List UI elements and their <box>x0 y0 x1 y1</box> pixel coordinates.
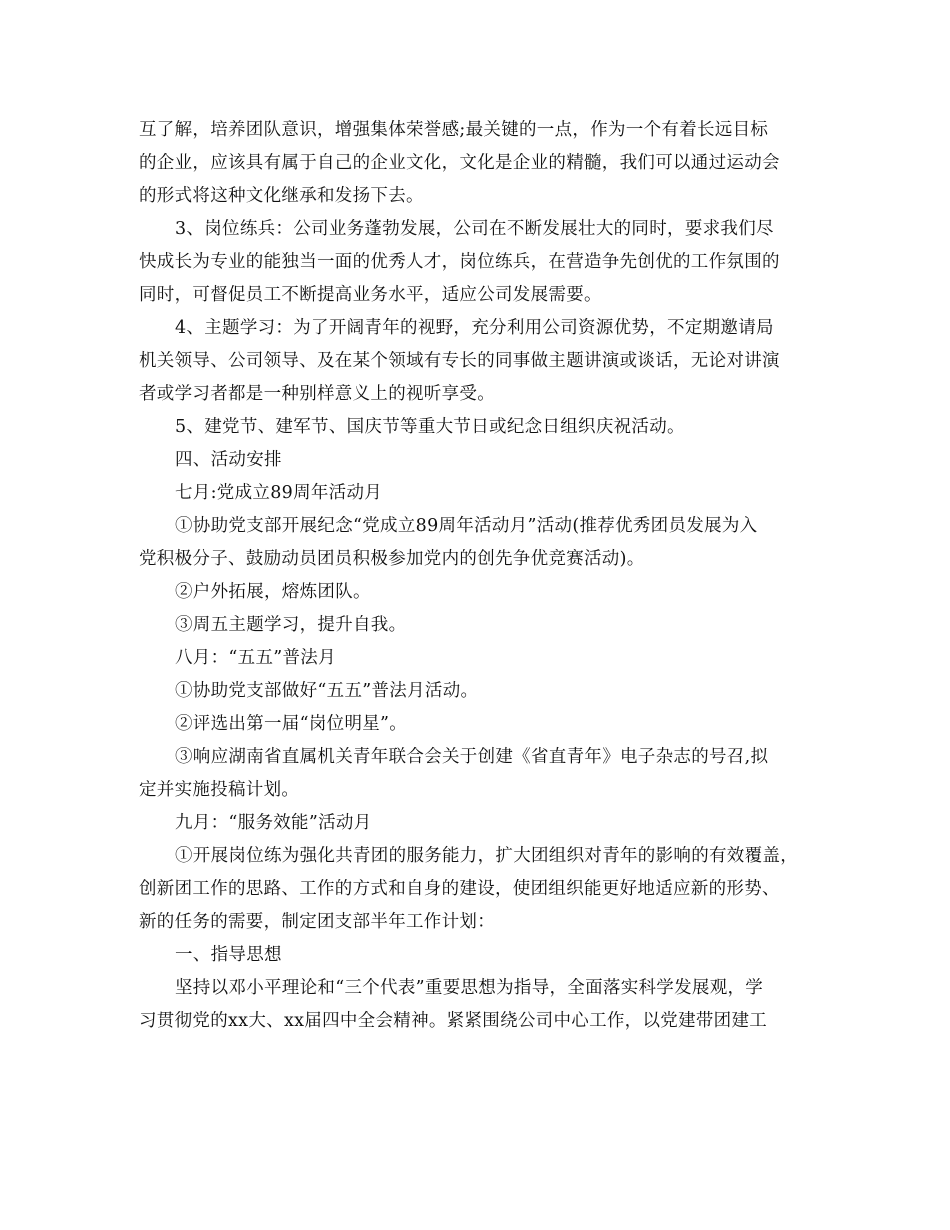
body-text-line: ②户外拓展，熔炼团队。 <box>175 582 371 602</box>
body-text-line: 定并实施投稿计划。 <box>139 780 300 800</box>
body-text-line: 的企业，应该具有属于自己的企业文化，文化是企业的精髓，我们可以通过运动会 <box>139 153 780 173</box>
body-text-line: ①协助党支部开展纪念“党成立89周年活动月”活动(推荐优秀团员发展为入 <box>175 516 758 536</box>
body-text-line: 互了解，培养团队意识，增强集体荣誉感;最关键的一点，作为一个有着长远目标 <box>139 120 769 140</box>
body-text-line: 习贯彻党的xx大、xx届四中全会精神。紧紧围绕公司中心工作，以党建带团建工 <box>139 1011 768 1031</box>
section-heading: 一、指导思想 <box>175 945 282 965</box>
body-text-line: 者或学习者都是一种别样意义上的视听享受。 <box>139 384 495 404</box>
body-text-line: 的形式将这种文化继承和发扬下去。 <box>139 186 424 206</box>
month-heading: 七月:党成立89周年活动月 <box>175 483 383 503</box>
body-text-line: 坚持以邓小平理论和“三个代表”重要思想为指导，全面落实科学发展观，学 <box>175 978 764 998</box>
body-text-line: 快成长为专业的能独当一面的优秀人才，岗位练兵，在营造争先创优的工作氛围的 <box>139 252 780 272</box>
body-text-line: 4、主题学习：为了开阔青年的视野，充分利用公司资源优势，不定期邀请局 <box>175 318 774 338</box>
body-text-line: ②评选出第一届“岗位明星”。 <box>175 714 408 734</box>
section-heading: 四、活动安排 <box>175 450 282 470</box>
month-heading: 九月：“服务效能”活动月 <box>175 813 372 833</box>
body-text-line: 党积极分子、鼓励动员团员积极参加党内的创先争优竞赛活动)。 <box>139 549 645 569</box>
body-text-line: ①协助党支部做好“五五”普法月活动。 <box>175 681 479 701</box>
body-text-line: 5、建党节、建军节、国庆节等重大节日或纪念日组织庆祝活动。 <box>175 417 685 437</box>
body-text-line: 机关领导、公司领导、及在某个领域有专长的同事做主题讲演或谈话，无论对讲演 <box>139 351 780 371</box>
body-text-line: ③周五主题学习，提升自我。 <box>175 615 407 635</box>
month-heading: 八月：“五五”普法月 <box>175 648 336 668</box>
body-text-line: 新的任务的需要，制定团支部半年工作计划： <box>139 912 495 932</box>
body-text-line: 同时，可督促员工不断提高业务水平，适应公司发展需要。 <box>139 285 602 305</box>
body-text-line: 3、岗位练兵：公司业务蓬勃发展，公司在不断发展壮大的同时，要求我们尽 <box>175 219 774 239</box>
body-text-line: 创新团工作的思路、工作的方式和自身的建设，使团组织能更好地适应新的形势、 <box>139 879 780 899</box>
body-text-line: ③响应湖南省直属机关青年联合会关于创建《省直青年》电子杂志的号召,拟 <box>175 747 769 767</box>
body-text-line: ①开展岗位练为强化共青团的服务能力，扩大团组织对青年的影响的有效覆盖， <box>175 846 798 866</box>
